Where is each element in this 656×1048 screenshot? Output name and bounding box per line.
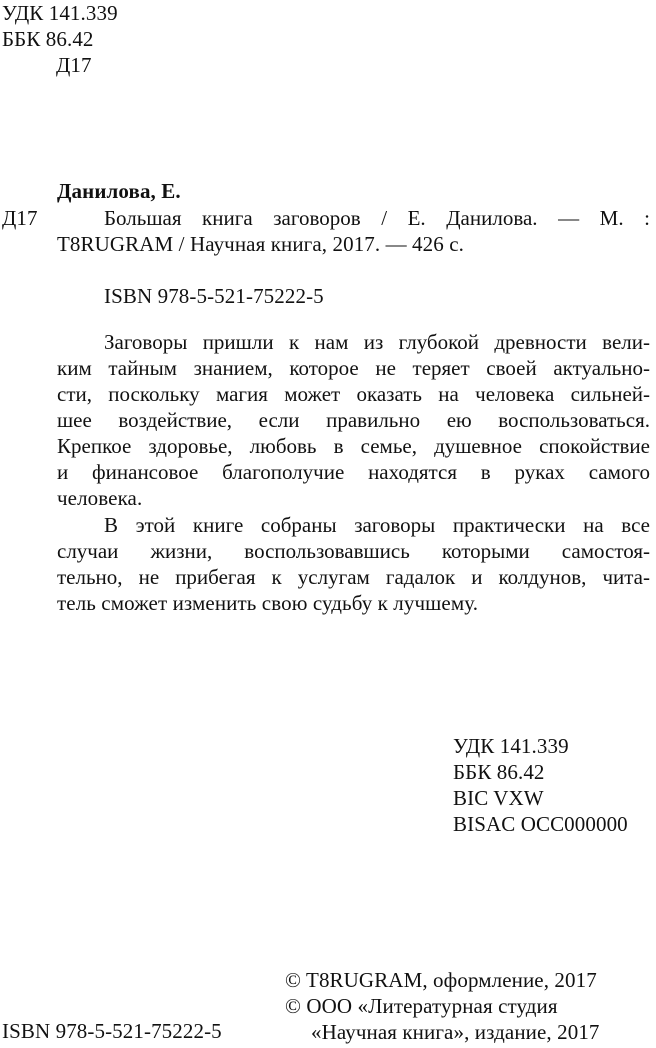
- annotation-line: тельно, не прибегая к услугам гадалок и колдунов, чита-: [57, 565, 650, 589]
- class-bisac: BISAC OCC000000: [453, 812, 628, 836]
- class-bbk: ББК 86.42: [453, 760, 545, 784]
- copyright-line-3: «Научная книга», издание, 2017: [311, 1020, 600, 1044]
- annotation-line: В этой книге собраны заговоры практически на все: [104, 513, 650, 537]
- copyright-line-1: © T8RUGRAM, оформление, 2017: [285, 968, 597, 992]
- copyright-line-2: © ООО «Литературная студия: [285, 994, 558, 1018]
- annotation-line: человека.: [57, 486, 143, 510]
- title-line-1: Большая книга заговоров / Е. Данилова. — М. :: [104, 206, 650, 230]
- annotation-line: тель сможет изменить свою судьбу к лучшему.: [57, 591, 479, 615]
- class-udk: УДК 141.339: [453, 734, 569, 758]
- annotation-line: ким тайным знанием, которое не теряет своей актуально-: [57, 356, 650, 380]
- title-line-2: T8RUGRAM / Научная книга, 2017. — 426 с.: [57, 232, 464, 256]
- top-udk: УДК 141.339: [2, 1, 118, 25]
- top-author-mark: Д17: [56, 53, 92, 77]
- annotation-line: случаи жизни, воспользовавшись которыми самостоя-: [57, 539, 650, 563]
- record-author-mark: Д17: [2, 206, 38, 230]
- author-heading: Данилова, Е.: [57, 179, 181, 203]
- class-bic: BIC VXW: [453, 786, 544, 810]
- top-bbk: ББК 86.42: [2, 27, 94, 51]
- annotation-line: сти, поскольку магия может оказать на человека сильней-: [57, 382, 650, 406]
- annotation-line: и финансовое благополучие находятся в руках самого: [57, 460, 650, 484]
- record-isbn: ISBN 978-5-521-75222-5: [104, 284, 324, 308]
- annotation-line: шее воздействие, если правильно ею воспользоваться.: [57, 408, 650, 432]
- annotation-line: Крепкое здоровье, любовь в семье, душевное спокойствие: [57, 434, 650, 458]
- footer-isbn: ISBN 978-5-521-75222-5: [2, 1019, 222, 1043]
- annotation-line: Заговоры пришли к нам из глубокой древности вели-: [104, 330, 650, 354]
